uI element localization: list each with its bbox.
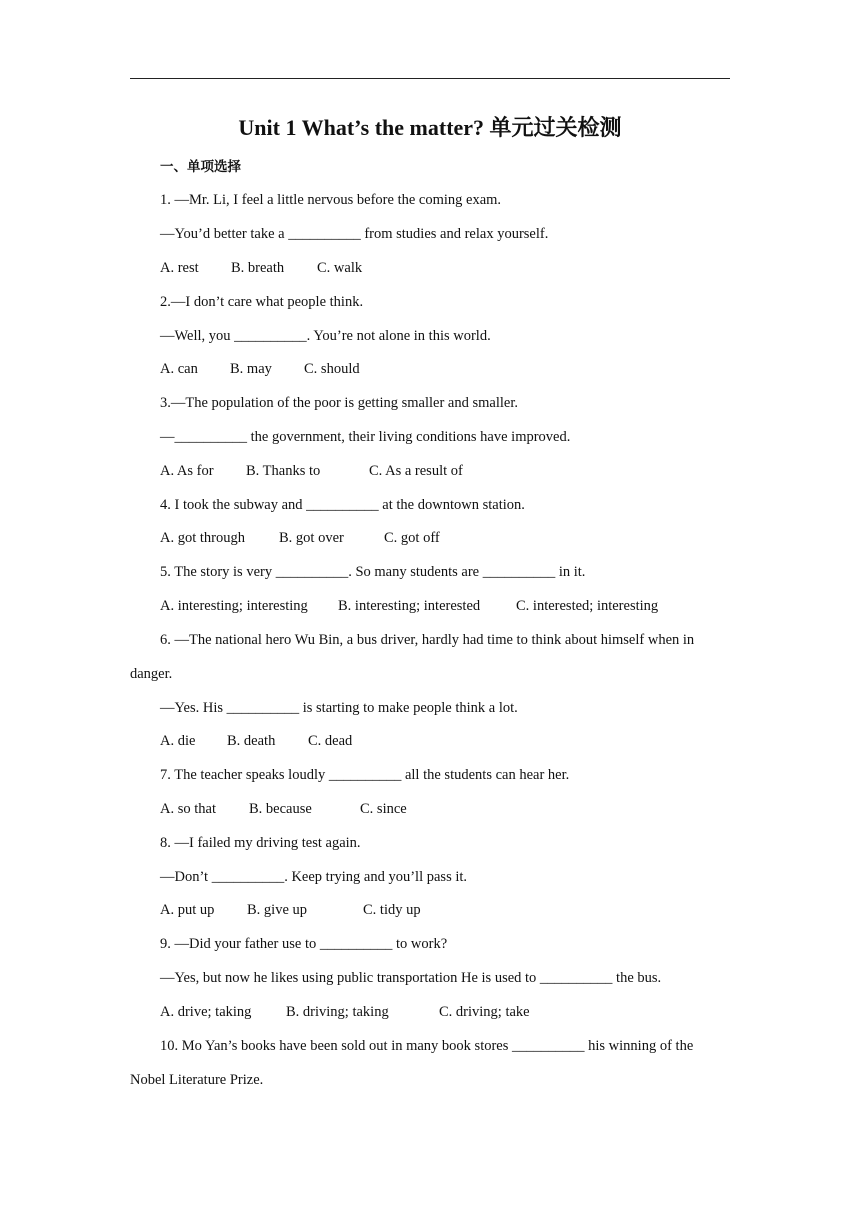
option-c: C. should	[304, 361, 360, 377]
question-3-reply: —__________ the government, their living conditions have improved.	[160, 429, 571, 445]
question-2-options	[160, 358, 730, 380]
option-a: A. put up	[160, 902, 215, 918]
question-6-reply: —Yes. His __________ is starting to make people think a lot.	[160, 700, 518, 716]
question-7-stem: 7. The teacher speaks loudly __________ all the students can hear her.	[160, 767, 570, 783]
option-c: C. As a result of	[369, 463, 463, 479]
question-8-reply: —Don’t __________. Keep trying and you’ll pass it.	[160, 869, 468, 885]
question-5-options	[160, 595, 730, 617]
question-4-stem: 4. I took the subway and __________ at the downtown station.	[160, 497, 525, 513]
question-6-stem: 6. —The national hero Wu Bin, a bus driver, hardly had time to think about himself when in	[160, 632, 695, 648]
option-a: A. got through	[160, 530, 245, 546]
option-a: A. so that	[160, 801, 216, 817]
question-8-options	[160, 899, 730, 921]
option-a: A. As for	[160, 463, 214, 479]
option-b: B. got over	[279, 530, 344, 546]
option-c: C. since	[360, 801, 407, 817]
question-6-options	[160, 730, 730, 752]
option-b: B. breath	[231, 260, 285, 276]
question-7-options	[160, 798, 730, 820]
question-9-stem: 9. —Did your father use to __________ to work?	[160, 936, 448, 952]
option-c: C. interested; interesting	[516, 598, 659, 614]
option-b: B. may	[230, 361, 272, 377]
option-a: A. rest	[160, 260, 199, 276]
question-6-stem-continued: danger.	[130, 666, 173, 682]
option-a: A. drive; taking	[160, 1004, 252, 1020]
question-10-stem: 10. Mo Yan’s books have been sold out in many book stores __________ his winning of the	[160, 1038, 694, 1054]
question-1-stem: 1. —Mr. Li, I feel a little nervous before the coming exam.	[160, 192, 502, 208]
question-1-options	[160, 257, 730, 279]
option-b: B. death	[227, 733, 276, 749]
page-title: Unit 1 What’s the matter? 单元过关检测	[238, 115, 622, 140]
option-c: C. walk	[317, 260, 363, 276]
question-9-options	[160, 1001, 730, 1023]
question-10-stem-continued: Nobel Literature Prize.	[130, 1072, 264, 1088]
question-9-reply: —Yes, but now he likes using public transportation He is used to __________ the bus.	[160, 970, 662, 986]
question-3-stem: 3.—The population of the poor is getting smaller and smaller.	[160, 395, 518, 411]
option-b: B. Thanks to	[246, 463, 321, 479]
option-b: B. give up	[247, 902, 308, 918]
option-a: A. can	[160, 361, 198, 377]
option-b: B. because	[249, 801, 312, 817]
question-2-stem: 2.—I don’t care what people think.	[160, 294, 364, 310]
option-a: A. die	[160, 733, 196, 749]
question-3-options	[160, 460, 730, 482]
question-5-stem: 5. The story is very __________. So many students are __________ in it.	[160, 564, 586, 580]
question-1-reply: —You’d better take a __________ from studies and relax yourself.	[160, 226, 549, 242]
option-c: C. tidy up	[363, 902, 421, 918]
question-2-reply: —Well, you __________. You’re not alone in this world.	[160, 328, 491, 344]
option-c: C. driving; take	[439, 1004, 530, 1020]
header-rule	[130, 78, 730, 79]
option-b: B. driving; taking	[286, 1004, 389, 1020]
section-heading: 一、单项选择	[160, 159, 241, 175]
option-c: C. got off	[384, 530, 440, 546]
option-c: C. dead	[308, 733, 353, 749]
question-4-options	[160, 527, 730, 549]
option-a: A. interesting; interesting	[160, 598, 308, 614]
option-b: B. interesting; interested	[338, 598, 481, 614]
question-8-stem: 8. —I failed my driving test again.	[160, 835, 361, 851]
